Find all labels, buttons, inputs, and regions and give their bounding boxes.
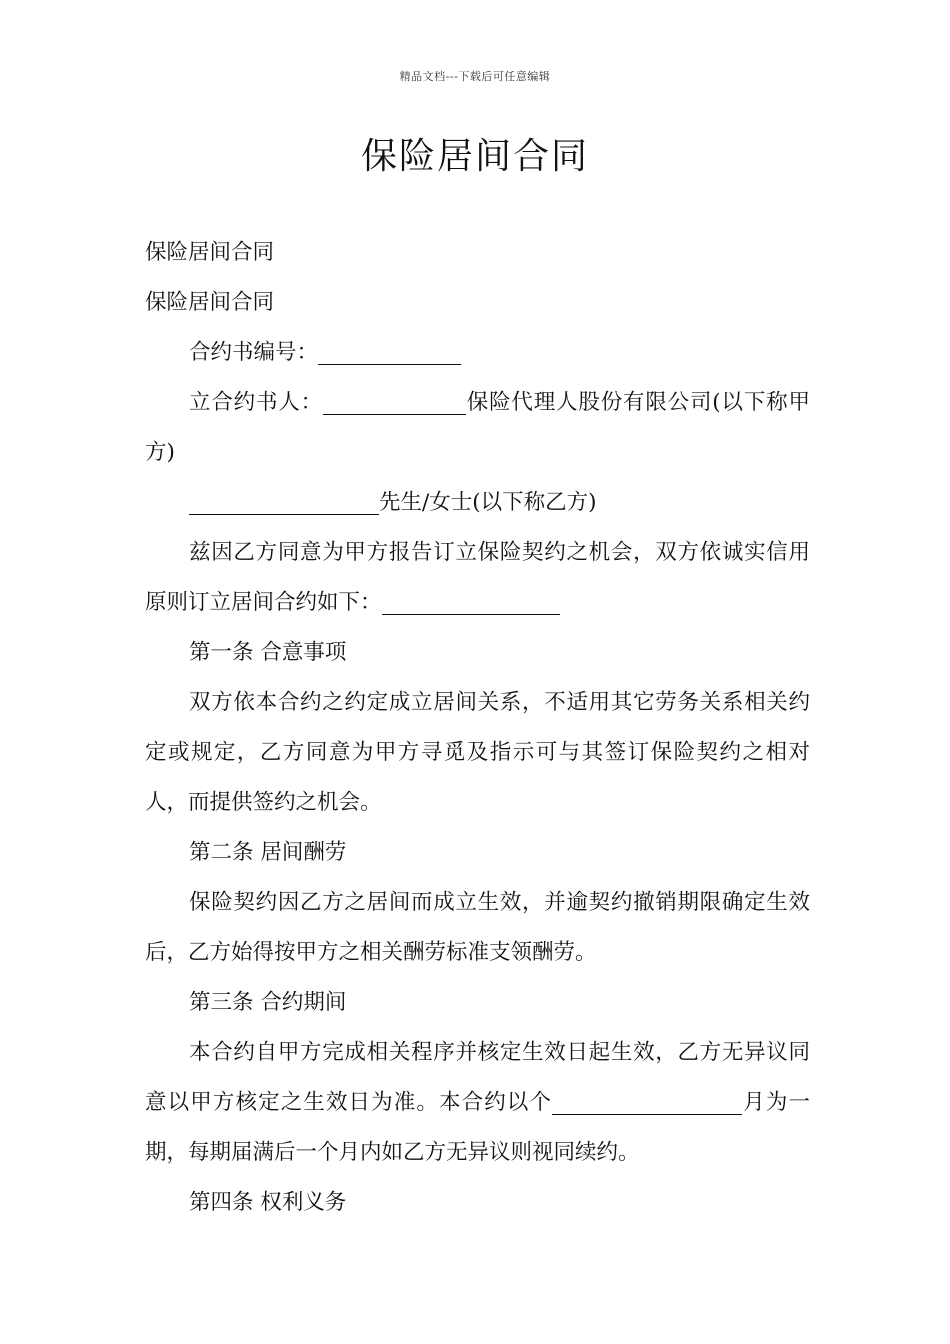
signer-line bbox=[145, 378, 810, 478]
article-1-title: 第一条 合意事项 bbox=[189, 640, 347, 665]
article-3-text bbox=[145, 1028, 810, 1178]
contract-number-line bbox=[145, 328, 810, 378]
contract-number-label: 合约书编号： bbox=[189, 340, 319, 365]
document-body bbox=[145, 228, 810, 1228]
document-title: 保险居间合同 bbox=[360, 136, 589, 177]
intro-text: 兹因乙方同意为甲方报告订立保险契约之机会，双方依诚实信用原则订立居间合约如下： bbox=[145, 540, 810, 615]
article-1-text: 双方依本合约之约定成立居间关系，不适用其它劳务关系相关约定或规定，乙方同意为甲方寻觅及指示可与其签订保险契约之相对人，而提供签约之机会。 bbox=[145, 690, 810, 815]
article-3-title: 第三条 合约期间 bbox=[189, 990, 347, 1015]
contract-number-blank bbox=[318, 338, 461, 365]
signer-blank bbox=[323, 388, 466, 415]
party-b-line bbox=[145, 478, 810, 528]
header-note: 精品文档---下载后可任意编辑 bbox=[399, 70, 551, 83]
article-3-text-after: 月为一期，每期届满后一个月内如乙方无异议则视同续约。 bbox=[145, 1090, 810, 1165]
signer-suffix: 保险代理人股份有限公司(以下称甲方) bbox=[145, 390, 810, 465]
article-2-text: 保险契约因乙方之居间而成立生效，并逾契约撤销期限确定生效后，乙方始得按甲方之相关酬劳标准支领酬劳。 bbox=[145, 890, 810, 965]
article-2-title: 第二条 居间酬劳 bbox=[189, 840, 347, 865]
party-b-suffix: 先生/女士(以下称乙方) bbox=[379, 490, 597, 515]
party-b-blank bbox=[189, 488, 379, 515]
article-3-text-before: 本合约自甲方完成相关程序并核定生效日起生效，乙方无异议同意以甲方核定之生效日为准。本合约以个 bbox=[145, 1040, 810, 1115]
intro-blank bbox=[382, 588, 560, 615]
article-3-blank bbox=[552, 1088, 742, 1115]
body-line-2: 保险居间合同 bbox=[145, 290, 275, 315]
body-line-1: 保险居间合同 bbox=[145, 240, 275, 265]
intro-paragraph bbox=[145, 528, 810, 628]
signer-label: 立合约书人： bbox=[189, 390, 323, 415]
article-4-title: 第四条 权利义务 bbox=[189, 1190, 347, 1215]
